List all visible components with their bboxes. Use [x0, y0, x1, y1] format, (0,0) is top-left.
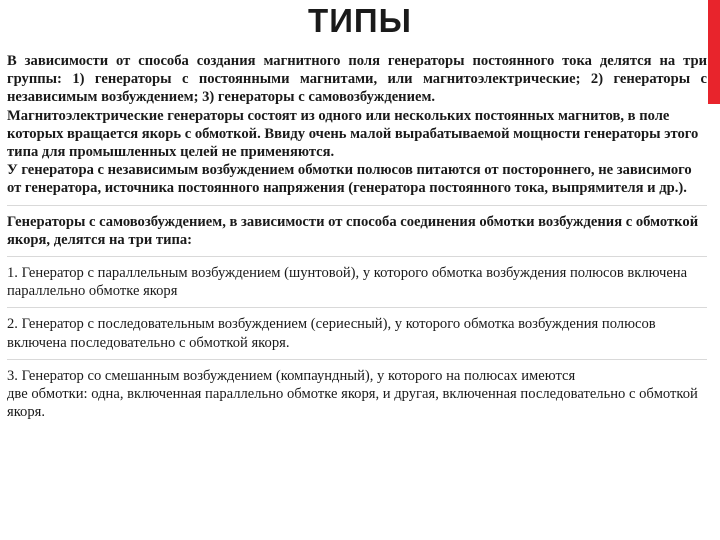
list-item-type-1: 1. Генератор с параллельным возбуждением (шунтовой), у которого обмотка возбуждения полюсов включена параллельно обмотке якоря: [7, 265, 688, 300]
slide-title: ТИПЫ: [308, 2, 412, 39]
self-excited-intro: Генераторы с самовозбуждением, в зависимости от способа соединения обмотки возбуждения с обмоткой якоря, делятся на три типа:: [7, 213, 699, 248]
divider: [7, 256, 707, 257]
intro-paragraph: В зависимости от способа создания магнитного поля генераторы постоянного тока делятся на три группы: 1) генераторы с постоянными магнитами, или магнитоэлектрические; 2) генераторы с независимым возбуждением; 3) генераторы с самовозбуждением.: [7, 53, 707, 106]
divider: [7, 307, 707, 308]
divider: [7, 359, 707, 360]
list-item-type-2: 2. Генератор с последовательным возбуждением (сериесный), у которого обмотка возбуждения полюсов включена последовательно с обмоткой якоря.: [7, 316, 656, 351]
divider: [7, 205, 707, 206]
independent-paragraph: У генератора с независимым возбуждением обмотки полюсов питаются от постороннего, не зависимого от генератора, источника постоянного напряжения (генератора постоянного тока, выпрямителя и др.).: [7, 162, 692, 197]
list-item-type-3-rest: две обмотки: одна, включенная параллельно обмотке якоря, и другая, включенная последовательно с обмоткой якоря.: [7, 386, 698, 421]
list-item-type-3-line1: 3. Генератор со смешанным возбуждением (компаундный), у которого на полюсах имеются: [7, 367, 576, 384]
slide-content: [7, 52, 707, 421]
list-item-type-3: [7, 367, 707, 422]
accent-bar: [708, 0, 720, 104]
magneto-paragraph: Магнитоэлектрические генераторы состоят из одного или нескольких постоянных магнитов, в поле которых вращается якорь с обмоткой. Ввиду очень малой вырабатываемой мощности генераторы этого типа для промышленных целей не применяются.: [7, 107, 699, 161]
